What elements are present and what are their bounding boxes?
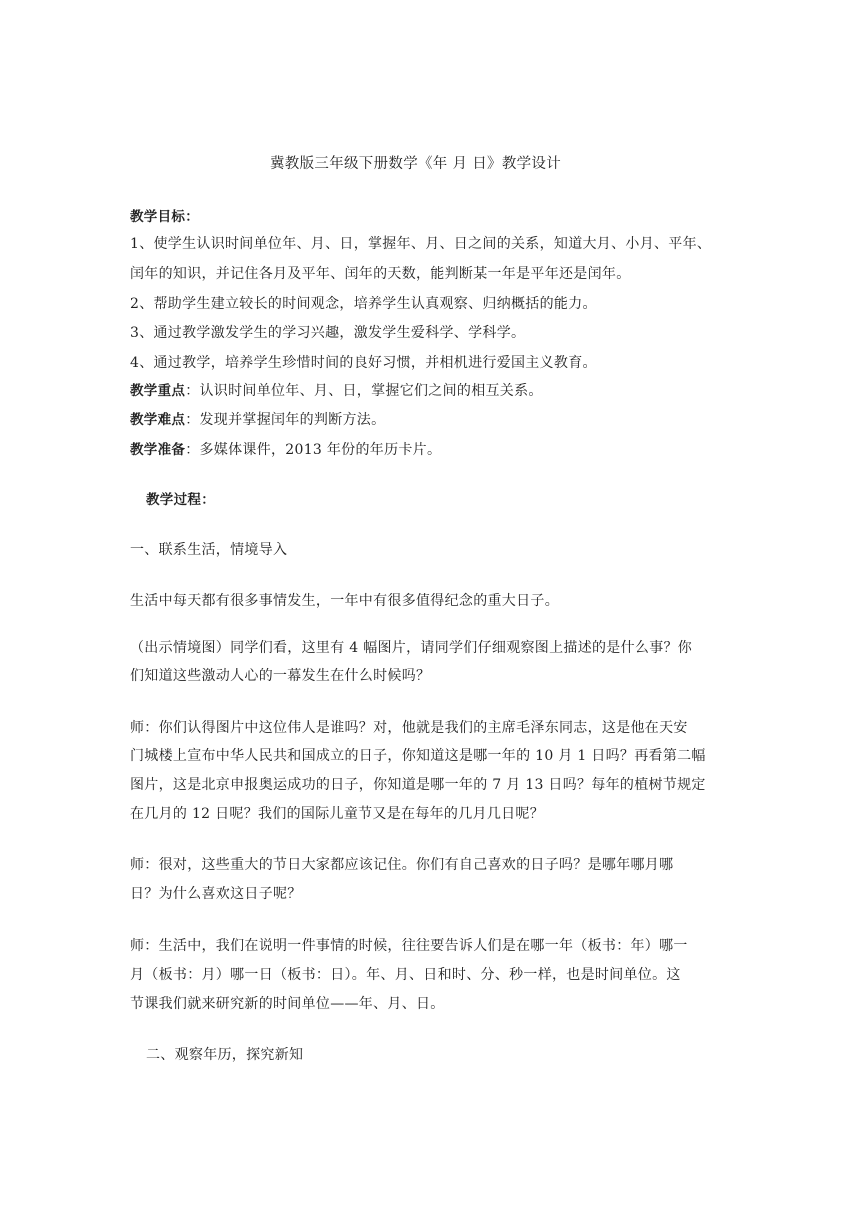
difficulty-label: 教学难点 [130, 412, 186, 428]
key-point [130, 381, 543, 401]
paragraph-line: 师：你们认得图片中这位伟人是谁吗？对，他就是我们的主席毛泽东同志，这是他在天安 [130, 720, 688, 736]
paragraph-line: 在几月的 12 日呢？我们的国际儿童节又是在每年的几月几日呢？ [130, 806, 545, 822]
objective-line: 4、通过教学，培养学生珍惜时间的良好习惯，并相机进行爱国主义教育。 [130, 355, 597, 371]
preparation-label: 教学准备 [130, 442, 186, 458]
objective-line: 闰年的知识，并记住各月及平年、闰年的天数，能判断某一年是平年还是闰年。 [130, 266, 631, 282]
difficulty [130, 410, 385, 430]
paragraph-line: 图片，这是北京申报奥运成功的日子，你知道是哪一年的 7 月 13 日吗？每年的植树节规定 [130, 777, 706, 793]
key-point-text: ：认识时间单位年、月、日，掌握它们之间的相互关系。 [185, 383, 543, 399]
section-heading: 一、联系生活，情境导入 [130, 542, 288, 558]
preparation-text: ：多媒体课件，2013 年份的年历卡片。 [185, 442, 442, 458]
preparation [130, 440, 441, 460]
objective-line: 1、使学生认识时间单位年、月、日，掌握年、月、日之间的关系，知道大月、小月、平年、 [130, 236, 712, 252]
section-heading: 二、观察年历，探究新知 [146, 1047, 304, 1063]
paragraph-line: （出示情境图）同学们看，这里有 4 幅图片，请同学们仔细观察图上描述的是什么事？你 [130, 640, 693, 656]
paragraph-line: 节课我们就来研究新的时间单位——年、月、日。 [130, 996, 445, 1012]
paragraph-line: 们知道这些激动人心的一幕发生在什么时候吗？ [130, 668, 431, 684]
paragraph-line: 日？为什么喜欢这日子呢？ [130, 886, 302, 902]
objective-line: 3、通过教学激发学生的学习兴趣，激发学生爱科学、学科学。 [130, 325, 526, 341]
paragraph-line: 师：生活中，我们在说明一件事情的时候，往往要告诉人们是在哪一年（板书：年）哪一 [130, 938, 688, 954]
process-heading: 教学过程： [146, 492, 215, 508]
paragraph-line: 师：很对，这些重大的节日大家都应该记住。你们有自己喜欢的日子吗？是哪年哪月哪 [130, 857, 674, 873]
paragraph-line: 月（板书：月）哪一日（板书：日）。年、月、日和时、分、秒一样，也是时间单位。这 [130, 967, 681, 983]
paragraph-line: 门城楼上宣布中华人民共和国成立的日子，你知道这是哪一年的 10 月 1 日吗？再看第二幅 [130, 748, 706, 764]
objectives-heading: 教学目标： [130, 209, 199, 225]
key-point-label: 教学重点 [130, 383, 186, 399]
paragraph-line: 生活中每天都有很多事情发生，一年中有很多值得纪念的重大日子。 [130, 593, 559, 609]
difficulty-text: ：发现并掌握闰年的判断方法。 [185, 412, 386, 428]
objective-line: 2、帮助学生建立较长的时间观念，培养学生认真观察、归纳概括的能力。 [130, 296, 597, 312]
document-title: 冀教版三年级下册数学《年 月 日》教学设计 [270, 156, 562, 172]
